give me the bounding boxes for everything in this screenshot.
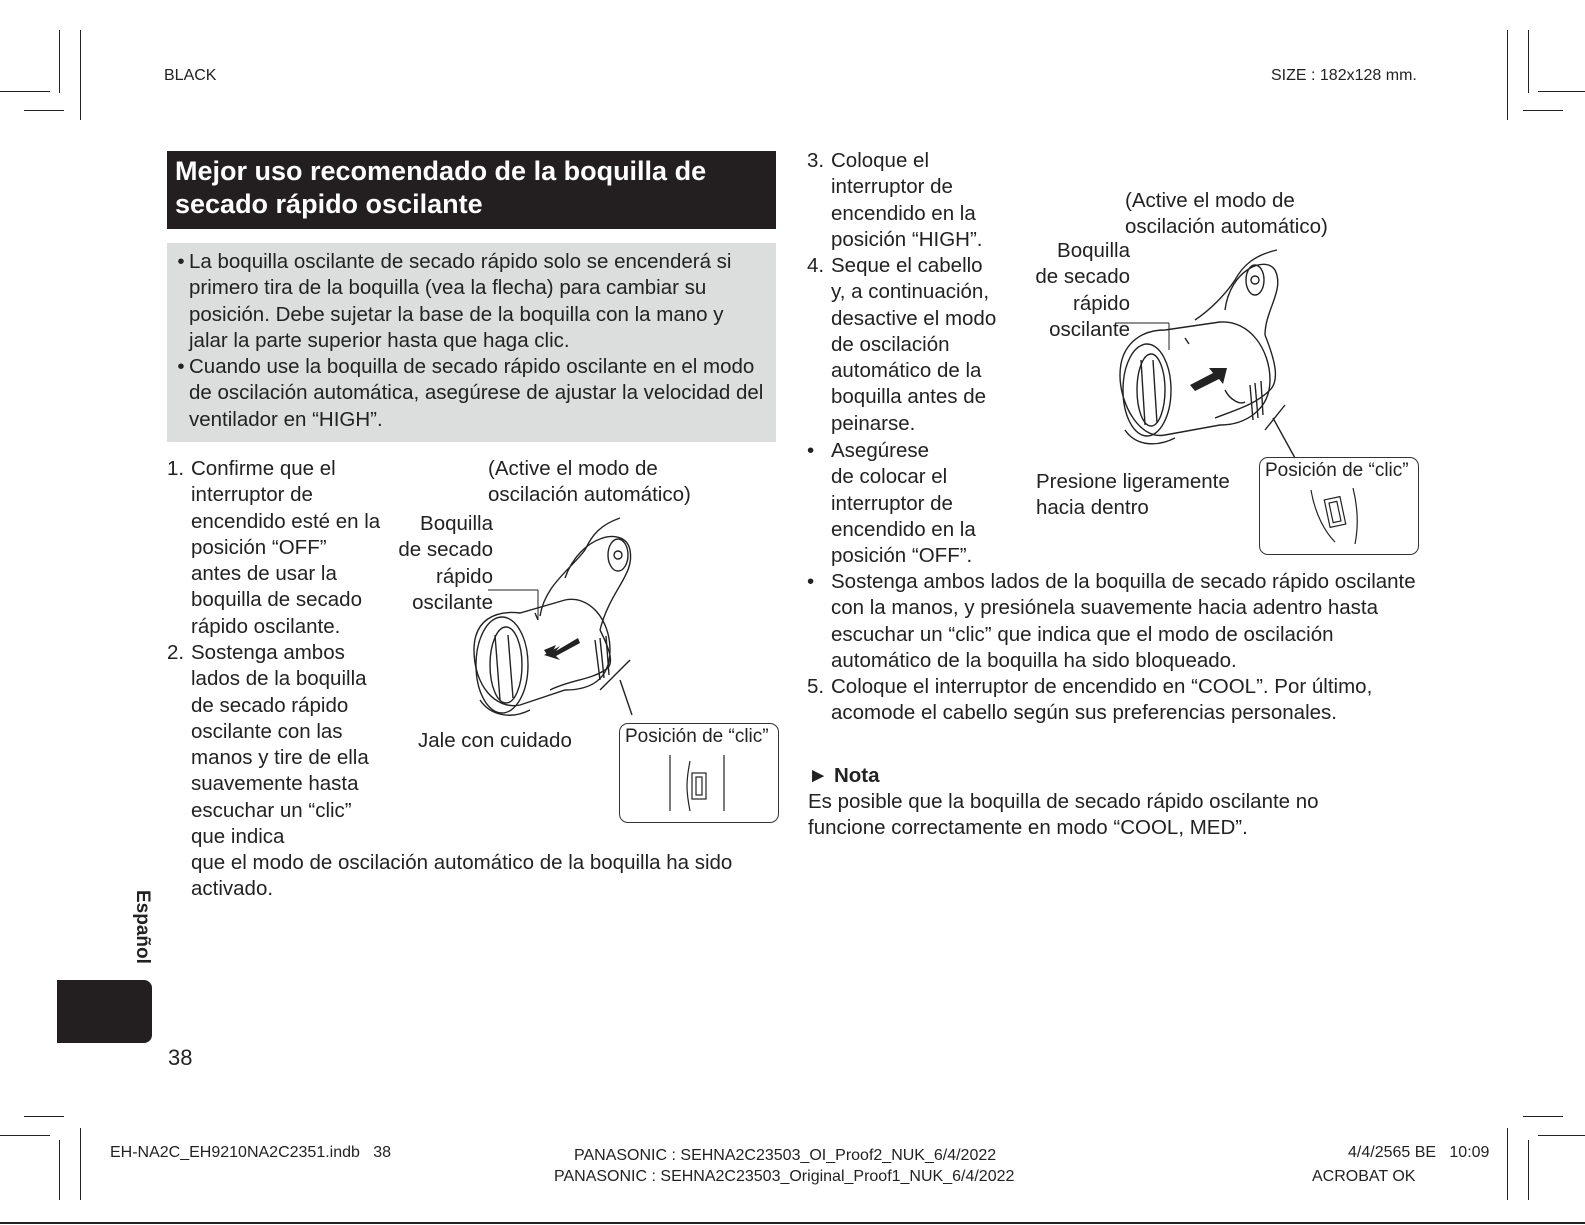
figure-left-caption: (Active el modo de oscilación automático) (488, 457, 691, 507)
crop-mark (59, 30, 60, 93)
step-3: 3. Coloque el interruptor de encendido en la posición “HIGH”. (807, 149, 983, 251)
crop-mark (1528, 1140, 1529, 1200)
step-1: 1. Confirme que el interruptor de encendido esté en la posición “OFF” antes de usar la boquilla de secado rápido oscilante. (167, 457, 381, 638)
crop-mark (80, 30, 81, 120)
note-box (167, 243, 776, 442)
right-bullet-1: • Asegúrese de colocar el interruptor de encendido en la posición “OFF”. (807, 439, 976, 568)
section-title: Mejor uso recomendado de la boquilla de secado rápido oscilante (167, 151, 776, 229)
crop-mark (80, 1128, 81, 1200)
crop-mark (1523, 110, 1563, 111)
click-detail-icon (662, 751, 732, 815)
hair-dryer-nozzle-illustration (1115, 240, 1305, 470)
crop-mark (24, 1116, 64, 1117)
crop-mark (59, 1140, 60, 1200)
click-position-label: Posición de “clic” (625, 726, 769, 747)
crop-mark (24, 110, 64, 111)
page-number: 38 (168, 1045, 193, 1070)
crop-mark (1523, 1116, 1563, 1117)
footer-proof-2: PANASONIC : SEHNA2C23503_Original_Proof1_NUK_6/4/2022 (554, 1168, 1015, 1185)
note-heading: ► Nota (808, 764, 880, 787)
footer-date: 4/4/2565 BE 10:09 (1348, 1144, 1490, 1161)
note-text: Es posible que la boquilla de secado rápido oscilante no funcione correctamente en modo “COOL, MED”. (808, 790, 1319, 840)
step-2: 2. Sostenga ambos lados de la boquilla de secado rápido oscilante con las manos y tire de ella suavemente hasta escuchar un “clic” que indica (167, 641, 369, 849)
language-tab (57, 980, 152, 1043)
figure-left-action-label: Jale con cuidado (418, 729, 572, 752)
crop-mark (1538, 1135, 1585, 1136)
figure-left-nozzle-label: Boquilla de secado rápido oscilante (398, 512, 493, 614)
language-tab-label: Español (132, 890, 153, 964)
crop-mark (1507, 30, 1508, 120)
step-5: 5. Coloque el interruptor de encendido en “COOL”. Por último, acomode el cabello según sus preferencias personales. (807, 675, 1373, 725)
step-2-continued: que el modo de oscilación automático de la boquilla ha sido activado. (191, 851, 733, 901)
click-position-box-right (1259, 457, 1419, 555)
note-bullet: • La boquilla oscilante de secado rápido solo se encenderá si primero tira de la boquilla (vea la flecha) para cambiar su posición. Debe sujetar la base de la boquilla con la mano y jalar la parte superior hasta que haga clic. (177, 250, 732, 352)
step-4: 4. Seque el cabello y, a continuación, desactive el modo de oscilación automático de la boquilla antes de peinarse. (807, 254, 997, 435)
footer-status: ACROBAT OK (1312, 1168, 1416, 1185)
hair-dryer-nozzle-illustration (470, 510, 650, 740)
figure-right-nozzle-label: Boquilla de secado rápido oscilante (1035, 239, 1130, 341)
footer-proof-1: PANASONIC : SEHNA2C23503_OI_Proof2_NUK_6/4/2022 (574, 1147, 997, 1164)
right-bullet-2: • Sostenga ambos lados de la boquilla de secado rápido oscilante con la manos, y presiónela suavemente hacia adentro hasta escuchar un “clic” que indica que el modo de oscilación automático de la boquilla ha sido bloqueado. (807, 570, 1416, 672)
size-label: SIZE : 182x128 mm. (1271, 67, 1417, 84)
click-position-box-left (619, 723, 779, 823)
crop-mark (1528, 30, 1529, 93)
crop-mark (1507, 1128, 1508, 1200)
crop-mark (1538, 91, 1585, 92)
page-bottom-rule (0, 1222, 1585, 1224)
figure-right-caption: (Active el modo de oscilación automático) (1125, 189, 1328, 239)
color-label: BLACK (164, 67, 217, 84)
crop-mark (0, 1135, 50, 1136)
footer-file: EH-NA2C_EH9210NA2C2351.indb 38 (110, 1144, 392, 1161)
click-position-label: Posición de “clic” (1265, 460, 1409, 481)
figure-right-action-label: Presione ligeramente hacia dentro (1036, 470, 1230, 520)
crop-mark (0, 91, 50, 92)
note-bullet: • Cuando use la boquilla de secado rápido oscilante en el modo de oscilación automática, asegúrese de ajustar la velocidad del ventilador en “HIGH”. (177, 355, 764, 431)
click-detail-icon (1305, 484, 1375, 548)
